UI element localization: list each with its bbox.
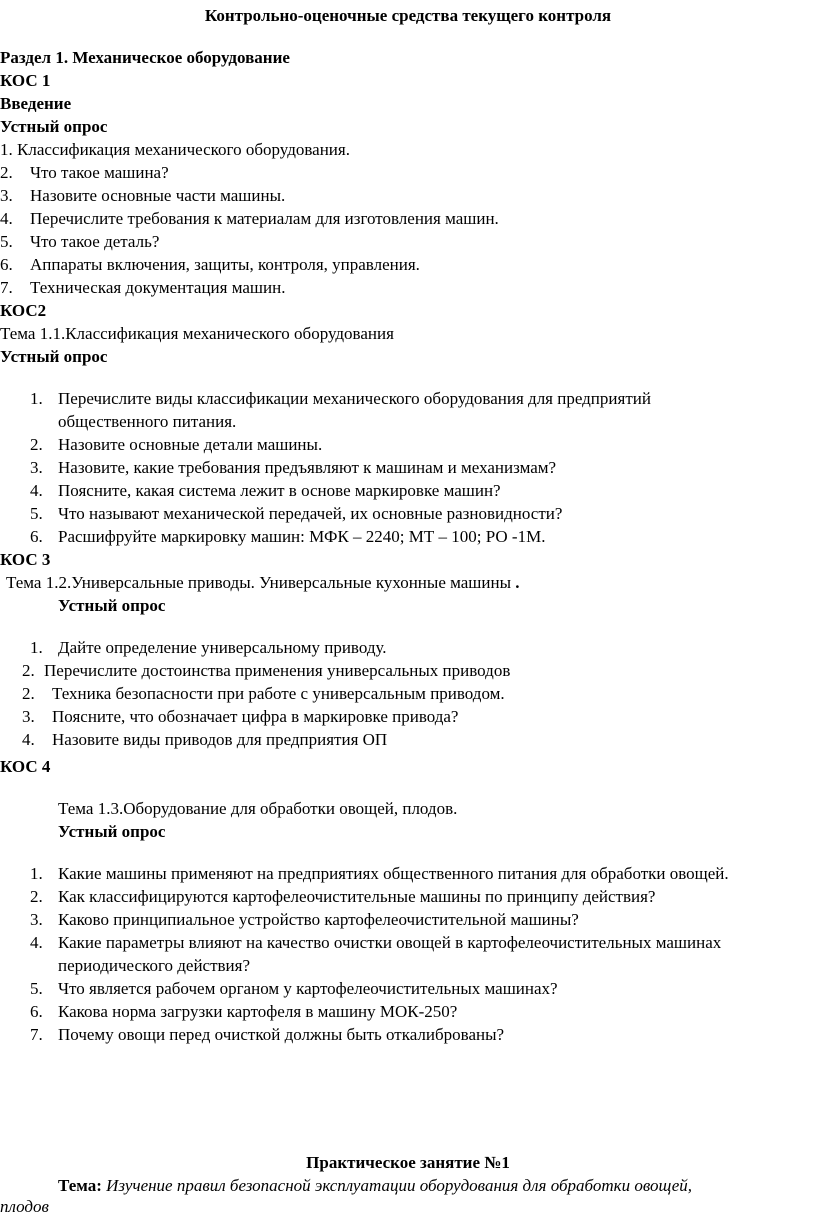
item-number: 2. [0, 163, 13, 182]
item-continuation: общественного питания. [58, 412, 237, 431]
item-text: Назовите, какие требования предъявляют к машинам и механизмам? [58, 458, 557, 477]
list-item [30, 862, 729, 885]
item-text: Аппараты включения, защиты, контроля, управления. [30, 255, 420, 274]
list-item [30, 636, 387, 659]
item-text: Почему овощи перед очисткой должны быть откалиброваны? [58, 1025, 505, 1044]
item-number: 6. [30, 1002, 43, 1021]
list-item [0, 184, 285, 207]
item-text: Что называют механической передачей, их основные разновидности? [58, 504, 563, 523]
item-number: 3. [22, 707, 35, 726]
item-text: Перечислите виды классификации механического оборудования для предприятий [58, 389, 651, 408]
item-text: Поясните, какая система лежит в основе маркировке машин? [58, 481, 501, 500]
item-number: 3. [0, 186, 13, 205]
item-number: 5. [30, 504, 43, 523]
practical-theme-text: Изучение правил безопасной эксплуатации оборудования для обработки овощей, [106, 1176, 693, 1195]
item-text: Назовите основные части машины. [30, 186, 286, 205]
list-item [30, 908, 579, 931]
item-number: 1. [30, 638, 43, 657]
list-item [22, 659, 510, 682]
item-number: 1. [0, 140, 13, 159]
item-text: Расшифруйте маркировку машин: МФК – 2240; МТ – 100; РО -1М. [58, 527, 546, 546]
kos2-label: КОС2 [0, 301, 47, 320]
list-item [0, 138, 350, 161]
document-title: Контрольно-оценочные средства текущего контроля [204, 6, 612, 25]
practical-theme [58, 1174, 692, 1197]
item-number: 4. [22, 730, 35, 749]
practical-title: Практическое занятие №1 [306, 1153, 510, 1172]
list-item [22, 728, 387, 751]
item-number: 2. [22, 684, 35, 703]
list-item [30, 387, 651, 410]
item-number: 4. [30, 933, 43, 952]
list-item [30, 1023, 504, 1046]
item-text: Назовите виды приводов для предприятия ОП [52, 730, 388, 749]
list-item [0, 276, 285, 299]
section-heading: Раздел 1. Механическое оборудование [0, 48, 290, 67]
list-item [0, 253, 420, 276]
kos4-label: КОС 4 [0, 757, 51, 776]
list-item [22, 705, 458, 728]
list-item [0, 161, 169, 184]
item-text: Каково принципиальное устройство картофелеочистительной машины? [58, 910, 579, 929]
list-item [30, 977, 558, 1000]
item-number: 4. [0, 209, 13, 228]
kos4-topic: Тема 1.3.Оборудование для обработки овощей, плодов. [58, 799, 458, 818]
list-item [22, 682, 505, 705]
item-number: 7. [0, 278, 13, 297]
item-text: Как классифицируются картофелеочистительные машины по принципу действия? [58, 887, 656, 906]
item-number: 7. [30, 1025, 43, 1044]
item-text: Какова норма загрузки картофеля в машину МОК-250? [58, 1002, 458, 1021]
item-text: Что является рабочем органом у картофелеочистительных машинах? [58, 979, 558, 998]
practical-theme-label: Тема: [58, 1176, 102, 1195]
kos3-topic-end: . [515, 573, 520, 592]
list-item [30, 502, 562, 525]
list-item [0, 230, 159, 253]
item-text: Назовите основные детали машины. [58, 435, 323, 454]
item-text: Какие машины применяют на предприятиях общественного питания для обработки овощей. [58, 864, 729, 883]
item-text: Перечислите требования к материалам для изготовления машин. [30, 209, 499, 228]
kos3-topic [6, 571, 520, 594]
practical-theme-continuation: плодов [0, 1197, 49, 1216]
item-text: Поясните, что обозначает цифра в маркировке привода? [52, 707, 459, 726]
list-item [30, 525, 545, 548]
item-continuation: периодического действия? [58, 956, 251, 975]
item-text: Техническая документация машин. [30, 278, 286, 297]
item-text: Что такое деталь? [30, 232, 160, 251]
item-text: Какие параметры влияют на качество очистки овощей в картофелеочистительных машинах [58, 933, 722, 952]
item-number: 6. [30, 527, 43, 546]
list-item [0, 207, 499, 230]
item-text: Что такое машина? [30, 163, 169, 182]
list-item [30, 479, 501, 502]
item-number: 6. [0, 255, 13, 274]
kos3-label: КОС 3 [0, 550, 51, 569]
item-number: 2. [22, 661, 35, 680]
kos3-quiz-heading: Устный опрос [58, 596, 166, 615]
kos2-quiz-heading: Устный опрос [0, 347, 108, 366]
list-item [30, 931, 721, 954]
item-number: 1. [30, 389, 43, 408]
kos2-topic: Тема 1.1.Классификация механического оборудования [0, 324, 394, 343]
kos1-label: КОС 1 [0, 71, 51, 90]
list-item [30, 433, 322, 456]
kos1-quiz-heading: Устный опрос [0, 117, 108, 136]
kos3-topic-text: Тема 1.2.Универсальные приводы. Универсальные кухонные машины [6, 573, 512, 592]
item-text: Техника безопасности при работе с универсальным приводом. [52, 684, 505, 703]
list-item [30, 885, 655, 908]
item-number: 3. [30, 910, 43, 929]
item-number: 2. [30, 887, 43, 906]
item-number: 4. [30, 481, 43, 500]
kos4-quiz-heading: Устный опрос [58, 822, 166, 841]
item-number: 3. [30, 458, 43, 477]
item-text: Перечислите достоинства применения универсальных приводов [44, 661, 511, 680]
kos1-topic: Введение [0, 94, 72, 113]
item-text: Классификация механического оборудования. [17, 140, 350, 159]
item-text: Дайте определение универсальному приводу. [58, 638, 387, 657]
list-item [30, 1000, 457, 1023]
list-item [30, 456, 556, 479]
item-number: 5. [0, 232, 13, 251]
item-number: 5. [30, 979, 43, 998]
item-number: 1. [30, 864, 43, 883]
item-number: 2. [30, 435, 43, 454]
